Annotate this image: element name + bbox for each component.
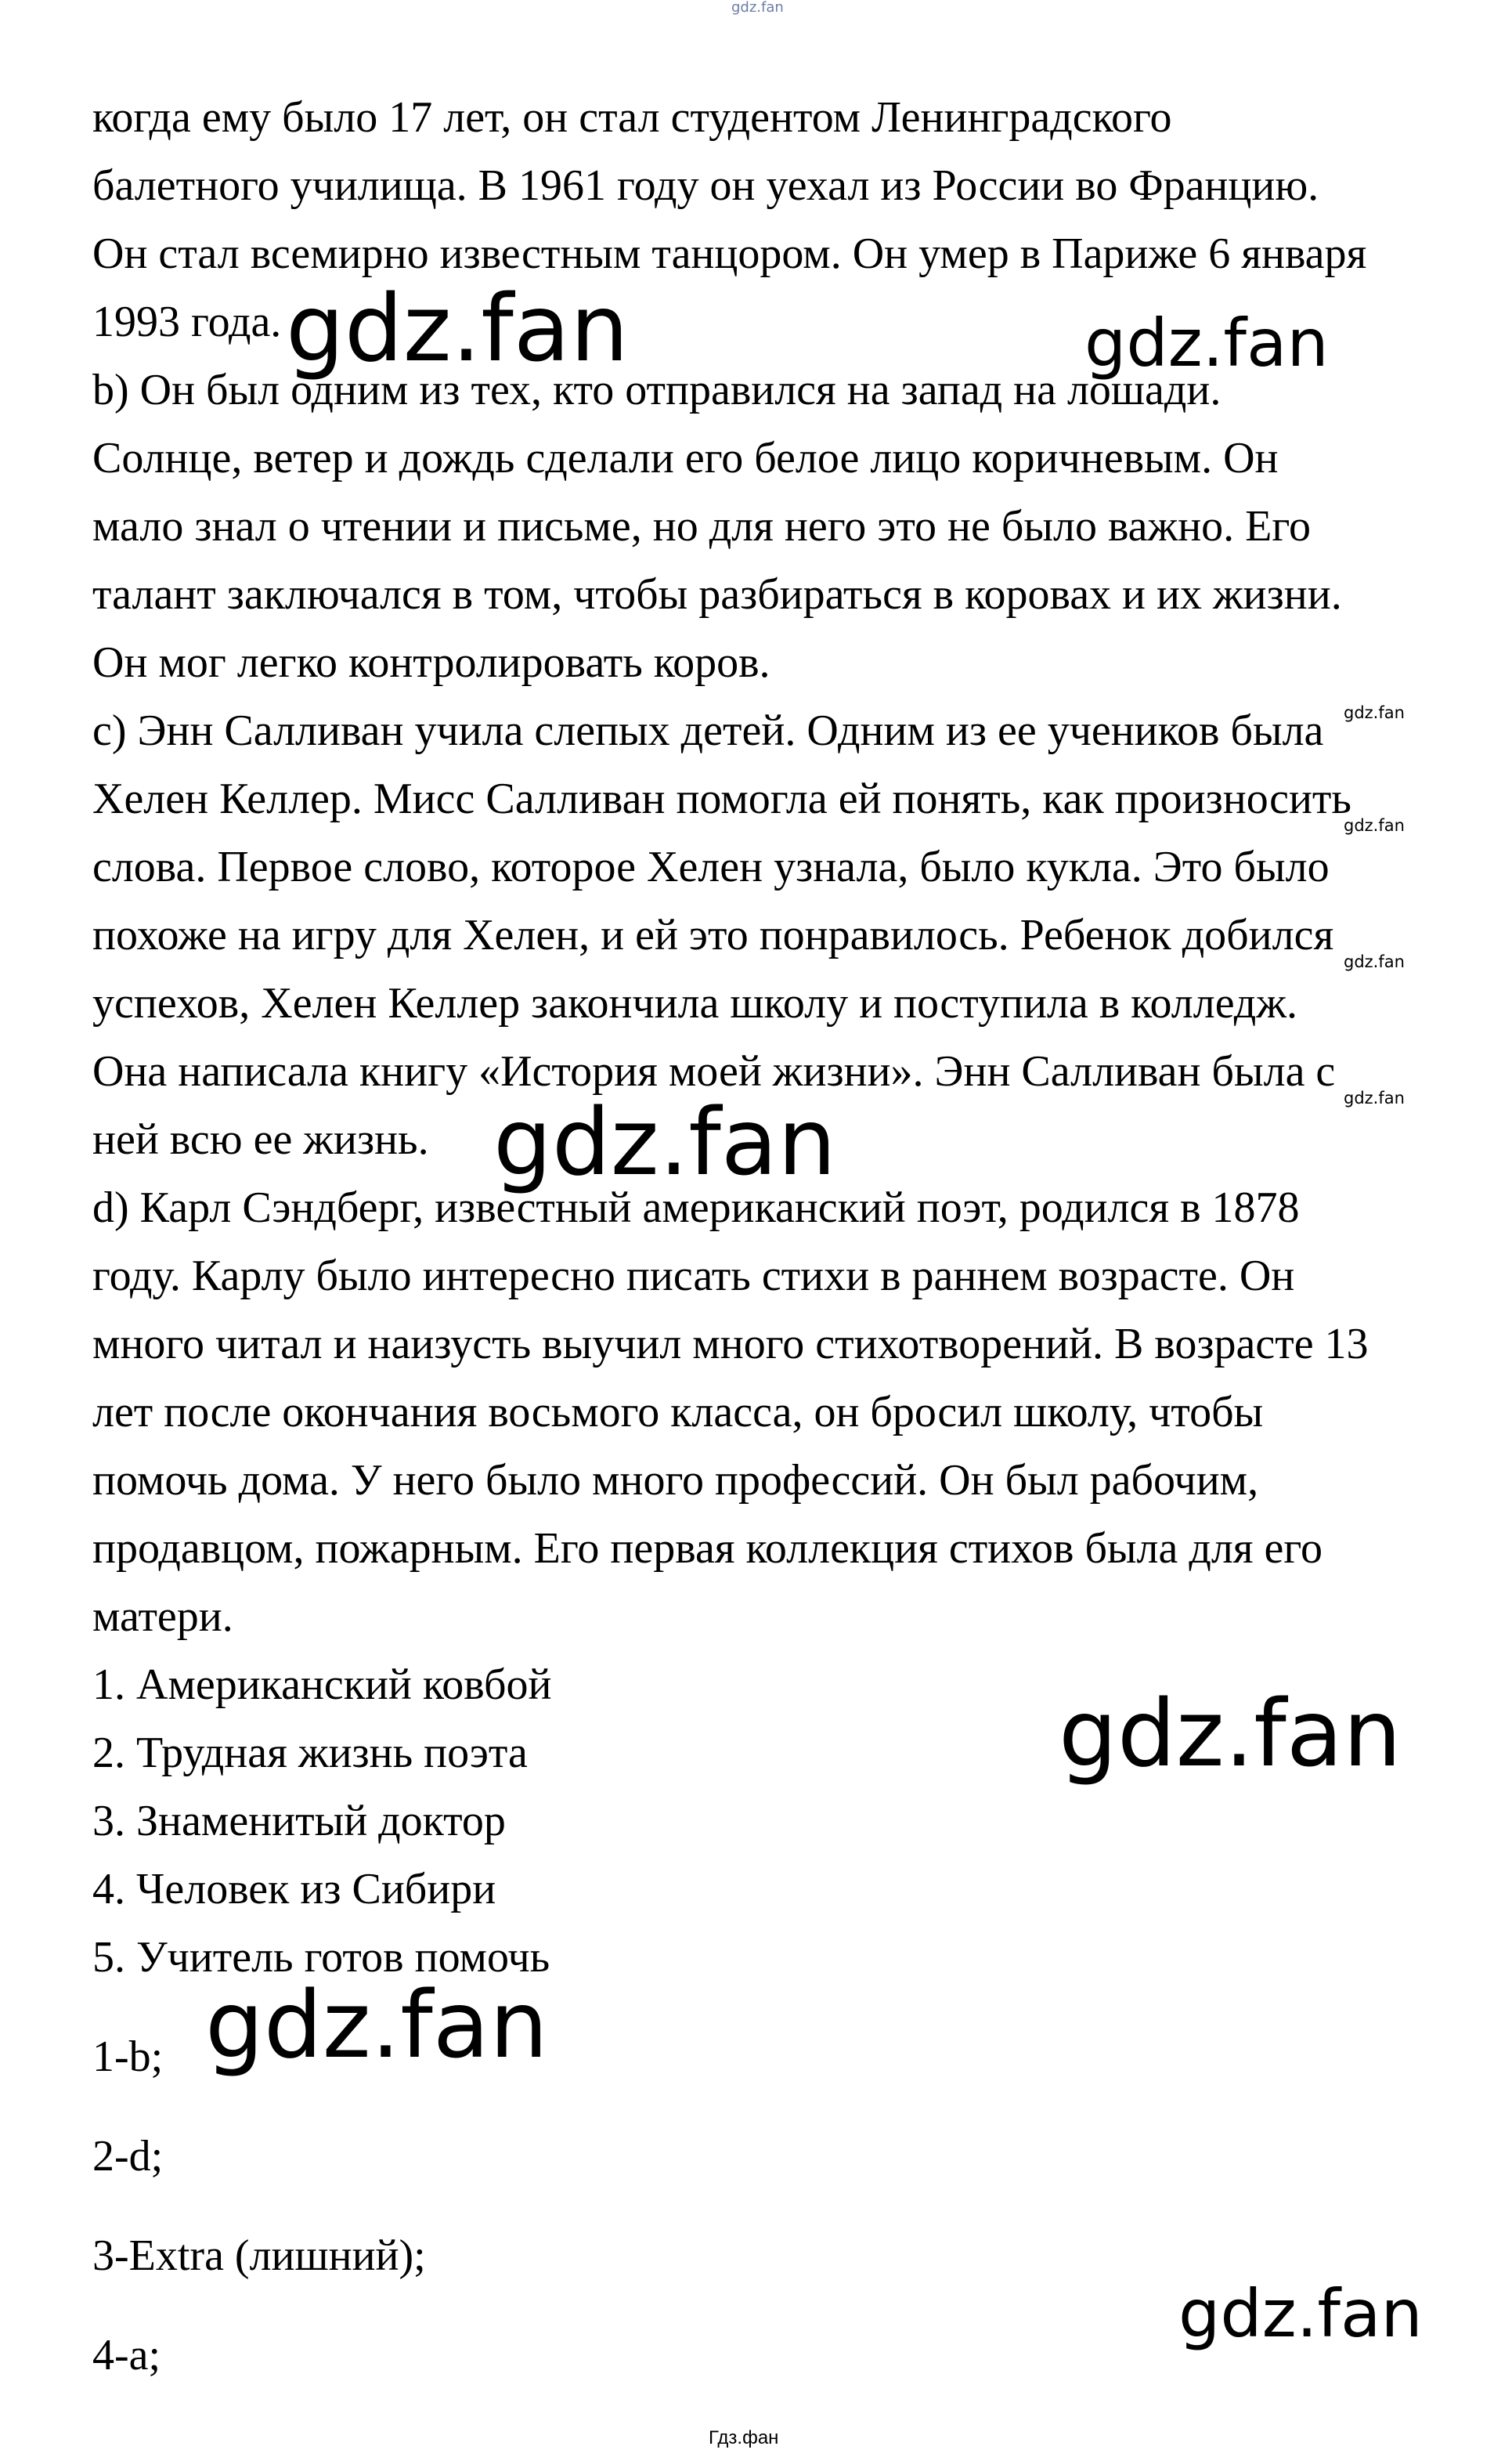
small-watermark: gdz.fan [1344,703,1405,722]
answer-line: 1-b; [92,2032,164,2081]
list-item: 5. Учитель готов помочь [92,1933,550,1982]
list-item: 4. Человек из Сибири [92,1865,496,1913]
text-line: много читал и наизусть выучил много стихотворений. В возрасте 13 [92,1320,1369,1368]
text-line: успехов, Хелен Келлер закончила школу и поступила в колледж. [92,979,1297,1028]
text-line: когда ему было 17 лет, он стал студентом Ленинградского [92,93,1172,142]
text-line: помочь дома. У него было много профессий. Он был рабочим, [92,1456,1259,1505]
list-item: 1. Американский ковбой [92,1660,552,1709]
text-line: d) Карл Сэндберг, известный американский поэт, родился в 1878 [92,1183,1300,1232]
watermark: gdz.fan [1084,305,1329,381]
watermark: gdz.fan [286,274,629,382]
text-line: 1993 года. [92,298,282,346]
text-line: продавцом, пожарным. Его первая коллекция стихов была для его [92,1524,1323,1573]
text-line: Он стал всемирно известным танцором. Он умер в Париже 6 января [92,229,1367,278]
text-line: Она написала книгу «История моей жизни». Энн Салливан была с [92,1047,1336,1096]
answer-line: 4-a; [92,2331,161,2379]
text-line: матери. [92,1592,233,1641]
page-footer: Гдз.фан [709,2427,779,2448]
text-line: ней всю ее жизнь. [92,1115,429,1164]
small-watermark: gdz.fan [1344,952,1405,971]
watermark: gdz.fan [1178,2275,1423,2352]
watermark: gdz.fan [493,1088,836,1196]
text-line: c) Энн Салливан учила слепых детей. Одним из ее учеников была [92,706,1324,755]
text-line: слова. Первое слово, которое Хелен узнала, было кукла. Это было [92,843,1330,891]
text-line: лет после окончания восьмого класса, он бросил школу, чтобы [92,1388,1264,1436]
answer-line: 3-Extra (лишний); [92,2231,426,2280]
text-line: балетного училища. В 1961 году он уехал из России во Францию. [92,161,1319,210]
header-watermark: gdz.fan [731,0,784,16]
text-line: году. Карлу было интересно писать стихи в раннем возрасте. Он [92,1252,1295,1300]
list-item: 3. Знаменитый доктор [92,1797,506,1845]
watermark: gdz.fan [205,1971,548,2079]
text-line: Он мог легко контролировать коров. [92,638,770,687]
small-watermark: gdz.fan [1344,816,1405,835]
text-line: b) Он был одним из тех, кто отправился на запад на лошади. [92,366,1222,414]
text-line: мало знал о чтении и письме, но для него это не было важно. Его [92,502,1311,551]
text-line: Хелен Келлер. Мисс Салливан помогла ей понять, как произносить [92,775,1351,823]
text-line: талант заключался в том, чтобы разбираться в коровах и их жизни. [92,570,1342,619]
text-line: похоже на игру для Хелен, и ей это понравилось. Ребенок добился [92,911,1334,959]
list-item: 2. Трудная жизнь поэта [92,1729,528,1777]
answer-line: 2-d; [92,2132,164,2181]
text-line: Солнце, ветер и дождь сделали его белое лицо коричневым. Он [92,434,1279,482]
small-watermark: gdz.fan [1344,1089,1405,1107]
watermark: gdz.fan [1059,1679,1402,1787]
